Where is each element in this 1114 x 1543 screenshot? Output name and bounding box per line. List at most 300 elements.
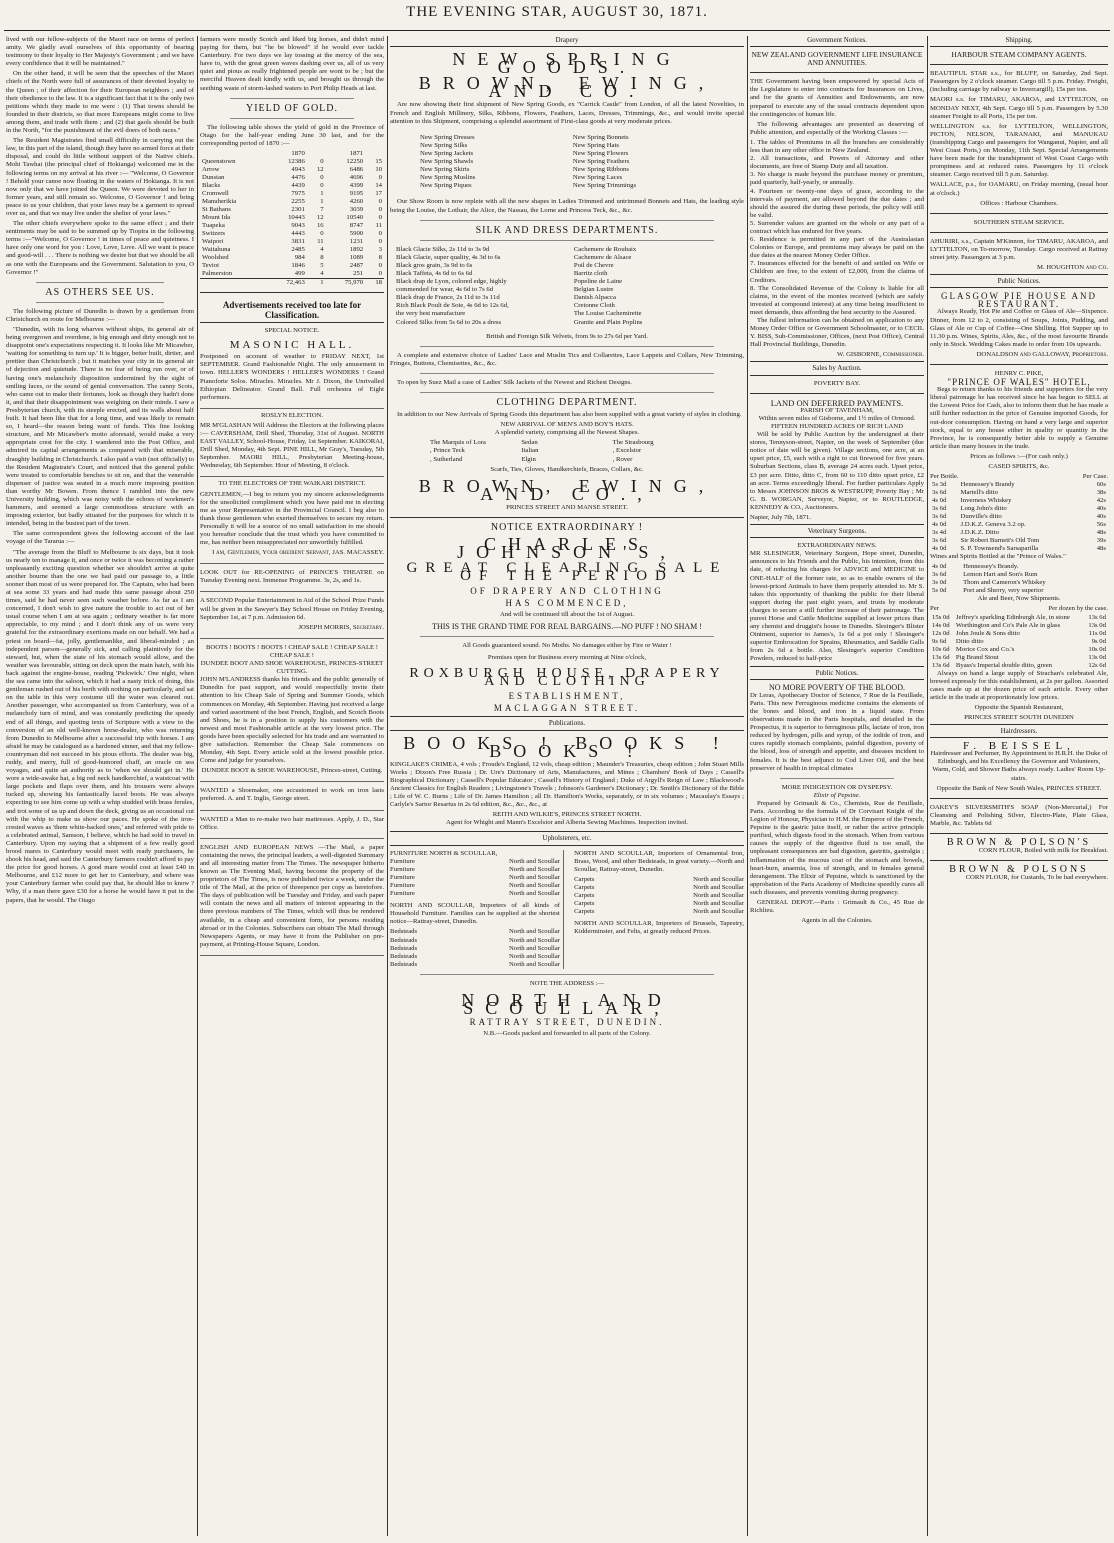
table-cell: 2301 [291,206,305,214]
divider [36,282,164,283]
article-paragraph: The following table shows the yield of gold in the Province of Otago for the half-year ending June 30 last, and for the corresponding period of 1870 :— [200,123,384,147]
table-header: 1871 [349,150,364,158]
list-right [573,134,714,191]
divider [930,798,1108,799]
table-cell: 38s [1096,489,1106,497]
section-label: Shipping. [930,36,1108,47]
table-cell: Palmerston [202,270,233,278]
ad-text: MR M'GLASHAN Will Address the Electors at the following places :— CAVERSHAM, Drill Shed, Thursday, 31st of August. NORTH EAST VALLEY, School-House, Friday, 1st September. KAIKORAI, Drill Shed, Monday, 4th Sept. PINE HILL, Mr Gray's, Tuesday, 5th September. MAORI HILL, Presbyterian Meeting-house, Wednesday, 6th September. Hour of Meeting, 8 o'clock. [200,421,384,470]
news-ad [200,842,384,956]
ad-text: Agent for Whight and Mann's Excelsior and Alberta Sewing Machines. Inspection invited. [446,819,688,827]
list-cell: Carpets [574,900,595,908]
divider [930,364,1108,365]
table-cell: J.D.K.Z. Geneva 3.2 op. [960,521,1026,529]
ad-text: A SECOND Popular Entertainment in Aid of the School Prize Funds will be given in the Sawyer's Bay School House on Friday Evening, September 1st, at 7 p.m. Admission 6d. [200,597,384,621]
table-cell: 0 [378,262,382,270]
ad-title: BOOTS ! BOOTS ! BOOTS ! CHEAP SALE ! CHEAP SALE ! CHEAP SALE ! [205,643,379,659]
ad-text: JOHN M'LANDRESS thanks his friends and the public generally of Dunedin for past support, and would respectfully invite their attention to his Cheap Sale of Spring and Summer Goods, which commences on Monday, 4th September. Having just received a large and varied assortment of the best French, English, and Scotch Boots and Shoes, he is in a position to supply his customers with the newest and most Fashionable article at the very lowest price. The goods have been specially selected for his trade and are warranted to give satisfaction. Remember the Cheap Sale commences on Monday, 4th Sept. Every article sold at the lowest possible price. Come and judge for yourselves. [200,676,384,765]
ad-subheading: ESTABLISHMENT, [508,691,626,702]
list-item [390,874,560,882]
department-heading: CLOTHING DEPARTMENT. [496,397,638,408]
list-item: 5. Surrender values are granted on the whole or any part of a contract which has endured for five years. [750,219,924,235]
table-cell: 0 [320,182,324,190]
table-cell: 4s 0d [932,545,947,553]
ad-address: PRINCES STREET SOUTH DUNEDIN [964,713,1074,721]
ad-title: HARBOUR STEAM COMPANY AGENTS. [951,50,1087,60]
notice-label: SPECIAL NOTICE. [264,327,320,335]
table-cell: 1 [320,279,324,287]
ad-text: Prices as follows :—(For cash only.) [970,452,1068,460]
hats-list [430,439,704,463]
list-cell: North and Scoullar [509,960,560,968]
list-item: The Louise Cachemirette [573,310,642,318]
wines-price-table [930,563,1108,595]
divider [420,974,714,975]
table-cell: 12 [316,166,324,174]
table-cell: 4s 0d [932,497,947,505]
list-cell: Carpets [574,875,595,883]
table-row [930,545,1108,553]
table-cell: 18 [375,279,382,287]
column-1 [6,36,194,1536]
silk-list [396,246,738,327]
table-cell: 1 [320,198,324,206]
spirits-price-table [930,481,1108,553]
table-cell: 10s 6d [932,645,950,653]
divider [930,833,1108,834]
table-row [930,481,1108,489]
list-item [390,858,560,866]
table-row [200,174,384,182]
list-cell: Furniture [390,865,415,873]
table-cell: 3s 6d [932,489,947,497]
list-item [390,945,560,953]
ad-headline: NO MORE POVERTY OF THE BLOOD. [769,682,905,692]
ad-headline: GREAT CLEARING SALE OF THE PERIOD [406,560,728,585]
table-row [930,614,1108,622]
table-row [200,166,384,174]
table-cell: 15s 0d [932,613,950,621]
table-row [200,214,384,222]
table-row [930,662,1108,670]
table-cell: 8747 [349,222,364,230]
ad-address: Opposite the Bank of New South Wales, PRINCES STREET. [936,784,1102,792]
table-cell: 48s [1096,545,1106,553]
list-item: , Prince Teck [430,447,465,455]
gold-yield-table [200,150,384,287]
table-cell: 11 [317,238,324,246]
list-cell: Furniture [390,873,415,881]
ad-text: Postponed on account of weather to FRIDAY NEXT, 1st SEPTEMBER. Grand Fashionable Night. The only amusement in town. HELLER'S WONDERS ! HELLER'S WONDERS ! Grand Pianoforte Solos. Miracles. Miracles. Mr J. Dixon, the Unrivalled Ethiopian Delineator. Grand Ball. Full orchestra of Eight performers. [200,353,384,401]
masthead: THE EVENING STAR, AUGUST 30, 1871. [406,4,708,20]
section-label: Drapery [390,36,744,47]
list-item: Sedan [521,439,538,447]
table-cell: 72,463 [286,279,305,287]
table-cell: Sir Robert Burnett's Old Tom [960,537,1040,545]
ad-text: CASED SPIRITS, &c. [988,463,1050,471]
ad-text: MAORI s.s. for TIMARU, AKAROA, and LYTTELTON, on MONDAY NEXT, 4th Sept. Cargo till 5 p.m. Passengers by 5.30 steamer Freight to all Ports, 15s per ton. [930,96,1108,120]
ad-text: KINGLAKE'S CRIMEA, 4 vols ; Froude's England, 12 vols, cheap edition ; Maunder's Treasuries, cheap edition ; John Stuart Mills Works ; Dixon's Free Russia ; Dr. Ure's Dictionary of Arts, Manufactures, and Mines ; Chambers' Book of Days ; Cassell's Biographical Dictionary ; Cassell's Popular Educator ; Cassell's History of England ; Duke of Argyll's Reign of Law ; Blackwood's Ancient Classics for English Readers ; Livingstone's Travels ; Johnson's Gardener's Dictionary ; Dr. Smith's Dictionary of the Bible ; Life of W. C. Burns ; Life of Dr. James Hamilton ; all Dr. Hamilton's Works, separately, or in six volumes ; Macaulay's Essays ; Carlyle's Sartor Resartus in 2s 6d edition, &c., &c., &c., at [390,760,744,809]
article-paragraph: "Dunedin, with its long wharves without ships, its general air of being overgrown and overdone, is big enough and dirty enough not to disappoint one's expectations respecting it. It looks like Mr Micawber, 'waiting for something to turn up.' It is bigger, better built, dirtier, and prettier than Christchurch ; but it matches your city in its general air of dejection and quietude. There is no fear of being run over, or of having one's melancholy disposition undermined by the sight of smiling faces, or the sound of genial conversation. The canny Scots, who came out to make their fortunes, look as though they hadn't done it, and that their disappointment was weighing on their minds. I saw a Presbyterian church, with its steeple erected, and its walls about half built. It had been like that for a long time, and was likely to remain so, I heard—the reason being want of funds. This fine looking structure, and Mr Micawber's motto aforesaid, would make a very appropriate crest for the city. I wandered into the Post Office, and admired its capital arrangements as compared with that miserable, draughty building in Christchurch. I also paid a visit (not officially) to the Resident Magistrate's Court, and noticed that the general public were treated to comfortable benches to sit on, and that the venerable dispenser of justice was seated in a much more imposing position than worthy Mr Bowen. From thence I rambled into the new University building, which was noisy with the echoes of workmen's hammers, and seemed a large commodious structure with an imposing exterior, but badly situated for the purposes for which it is intended, being in the busiest part of the town. [6,326,194,528]
table-cell: 1 [320,190,324,198]
list-item: Granite and Plain Poplins [573,318,643,326]
list-item: Cachemere de Roubaix [573,245,637,253]
list-item: , Excelsior [612,447,642,455]
ad-title: POVERTY BAY. [813,379,861,387]
table-cell: 8 [378,254,382,262]
table-cell: Blacks [202,182,221,190]
table-row [930,563,1108,571]
article-paragraph: The following picture of Dunedin is drawn by a gentleman from Christchurch en route for Melbourne :— [6,307,194,323]
table-cell: Thom and Cameron's Whiskey [963,579,1046,587]
ad-text: THIS IS THE GRAND TIME FOR REAL BARGAINS.—NO PUFF ! NO SHAM ! [432,621,702,631]
list-item: , Sutherland [430,455,463,463]
list-item: The Marquis of Lora [430,439,486,447]
table-cell: 39s [1096,537,1106,545]
list-item [574,876,744,884]
list-item: Popeline de Laine [573,278,623,286]
list-item: New Spring Flowers [572,149,629,157]
theatre-ad [200,567,384,592]
table-cell: Hennessey's Brandy. [963,563,1019,571]
ad-text: A complete and extensive choice of Ladies' Lace and Muslin Tics and Collarettes, Lace Lappets and Collars, New Trimming, Fringes, Buttons, Chemisettes, &c., &c. [390,351,744,367]
ales-price-table [930,614,1108,670]
list-cell: Bedsteads [390,960,418,968]
table-cell: 4260 [349,198,364,206]
column-2 [200,36,384,1536]
table-cell: 4443 [291,230,305,238]
column-header: Per dozen by the case. [1048,605,1108,613]
price-header [930,605,1108,613]
ad-text: British and Foreign Silk Velvets, from 9s to 27s 6d per Yard. [486,332,648,340]
table-cell: 0 [378,174,382,182]
list-item: New Spring Bonnets [572,133,629,141]
divider [930,232,1108,233]
table-cell: 12s 0d [932,629,950,637]
divider [36,302,164,303]
table-cell: 1231 [349,238,364,246]
table-cell: 40s [1096,513,1106,521]
table-cell: 3831 [291,238,305,246]
ad-text: GENTLEMEN,—I beg to return you my sincere acknowledgments for the unsolicited compliment which you have paid me in electing me as your Representative in the Provincial Council. I beg also to thank those gentlemen who exerted themselves to secure my return. Personally it will be a source of no small satisfaction to me should you hereafter conclude that the trust which you have committed to me, has neither been misappreciated nor unworthily fulfilled. [200,490,384,547]
list-item: Poil de Chevre [573,261,614,269]
table-cell: 0 [378,206,382,214]
table-cell: 12386 [288,158,305,166]
list-cell: North and Scoullar [509,873,560,881]
ad-text: CORN FLOUR, for Custards, To be had everywhere. [965,874,1108,882]
table-row [200,198,384,206]
list-item [390,866,560,874]
ad-text: ENGLISH AND EUROPEAN NEWS —The Mail, a paper containing the news, the principal leaders, a well-digested Summary and all interesting matter from The Times. The newspaper hitherto known as The Evening Mail, having become the property of the proprietors of The Times, is now published twice a week, under the title of The Mail, at the price of threepence per copy as heretofore. The days of publication will be Tuesday and Friday, and each paper will contain the news and all matters of interest appearing in the three previous numbers of The Times, which will thus be rendered available, in a cheap and convenient form, for persons residing abroad or in the Colonies. Subscribers can obtain The Mail through Newspapers Agents, or may have it from the Publisher on pre-payment, at Printing-House Square, London. [200,843,384,948]
ad-signature: DONALDSON and GALLOWAY, Proprietors. [976,350,1108,358]
table-cell: 42s [1096,497,1106,505]
divider [420,220,714,221]
table-cell: Hennessey's Brandy [960,481,1015,489]
table-cell: 13s 0d [1088,653,1106,661]
section-label: Public Notices. [750,666,924,680]
table-cell: 1846 [291,262,305,270]
spring-goods-list [420,134,714,191]
ad-text: Always Ready, Hot Pie and Coffee or Glass of Ale—Sixpence. Dinner, from 12 to 2, consisting of Soups, Joints, Pudding, and Glass of Ale or Cup of Coffee—One Shilling. Hot Supper up to 11.30 p.m. Wines, Spirits, Ales, &c., of the most favourite Brands only in Stock. Wedding Cakes made to order from 10s upwards. [930,308,1108,348]
ad-text: The following advantages are presented as deserving of Public attention, and especially of the Working Classes :— [750,120,924,136]
article-paragraph: farmers were mostly Scotch and liked big horses, and didn't mind paying for them, but "he be blowed" if he would ever tackle Canterbury. For two days we lay tossing at the mercy of the sea, have to, with the great green waves dashing over us, all of us very quiet and pious as really frightened people are wont to be ; but the merciful Heaven dealt kindly with us, and brought us through the seething waste of storm-lashed waters to Port Philip Heads at last. [200,36,384,92]
list-cell: Bedsteads [390,936,418,944]
list-item: New Spring Ribbons [572,166,629,174]
list-left [420,134,561,191]
masonic-ad [200,335,384,409]
list-item: Italian [521,447,539,455]
ad-text: To open by Suez Mail a case of Ladies' Silk Jackets of the Newest and Richest Designs. [397,378,632,386]
table-cell: 60s [1096,481,1106,489]
divider [930,860,1108,861]
ad-text: NORTH AND SCOULLAR, Importers of all kinds of Household Furniture. Families can be supplied at the shortest notice—Rattray-street, Dunedin. [390,902,560,926]
ad-headline: MORE INDIGESTION OR DYSPEPSY. [781,783,893,791]
table-cell: 16 [316,222,324,230]
ad-text: BEAUTIFUL STAR s.s., for BLUFF, on Saturday, 2nd Sept. Passengers by 2 o'clock steamer. Cargo till 5 p.m. Friday. Freight, (including carriage by railway to Invercargill), 15s per ton. [930,70,1108,94]
list-item [574,884,744,892]
list-item: Danish Alpacca [573,294,616,302]
table-cell: 6486 [349,166,364,174]
ad-headline: NEW SPRING GOODS. [452,49,682,78]
table-row [200,182,384,190]
table-cell: Woolshed [202,254,229,262]
ad-text: Always on hand a large supply of Strachan's celebrated Ale, brewed expressly for this establishment, at 2s per gallon. Assorted cases made up at the dozen price of each article. Every other article in the trade at proportionately low prices. [930,669,1108,701]
list-item [390,882,560,890]
table-cell: Waitahuna [202,246,231,254]
furniture-list [390,858,560,898]
table-cell: 13s 6d [1088,613,1106,621]
list-cell: Bedsteads [390,952,418,960]
table-row [930,579,1108,587]
table-cell: Queenstown [202,158,236,166]
list-cell: Carpets [574,892,595,900]
column-header: Per Bottle. [930,473,959,481]
table-cell: Dunville's ditto [960,513,1002,521]
table-cell: 5s 0d [932,587,947,595]
ad-signature: JOSEPH MORRIS, Secretary. [298,623,384,631]
ad-subheading: NEW ARRIVAL OF MEN'S AND BOY'S HATS. [500,421,634,429]
ad-text: MR SLESINGER, Veterinary Surgeon, Hope street, Dunedin, announces to his Friends and the Public, his intention, from this date, of reducing his charges for ADVICE and MEDICINE to ONE-HALF of the former rate, so as to enable owners of the lowest-priced Animals to have them properly attended to. Mr S. takes this opportunity of thanking the public for their liberal support during the past eight years, and trusts by moderate charges to secure a still further increase of their patronage. The purest Horse and Cattle Medicine supplied at lower prices than any chemist and druggist's house in Dunedin. Slesinger's Blister Ointment, superior to James's, 1s 6d a pot only ! Slesinger's superior Embrocation for Sprains, Rheumatics, and Saddle Galls from 2s 6d a bottle. Also, Slesinger's superior Condition Powders, reduced to half-price [750,550,924,663]
table-cell: Jeffrey's sparkling Edinburgh Ale, in stone [955,613,1070,621]
list-item: Belgian Lustre [573,286,614,294]
article-paragraph: "The average from the Bluff to Melbourne is six days, but it took us nearly ten to manage it, and once or twice it was becoming a rather unpleasantly exciting question whether we shouldn't arrive at quite another bourne than the one we had paid our passage to, a little sooner than most of us were prepared for. The Captain, who had been at sea some 33 years and had made this same passage about 250 times, said he had never seen such weather before. As far as I am concerned, I don't wish to give nature the trouble to act out of her usual course when I am at sea again ; ordinary weather is far more appreciable, to my mind ; and I don't think any of us were very grateful for the extraordinary exertions made on our behalf. We had a priest on board—fat, jolly, gentlemanlike, and liberal-minded ; an independent parson—generally sick, and calling plaintively for the steward, but, when the state of his stomach would allow, and the weather was favourable, sitting on deck upon the main hatch, with his back against the engine-house, reading 'Pickwick.' One night, when the sea came into the saloon, which it had a nasty trick of doing, this gentleman rushed out of his berth with nothing on particularly, and sat on the table in this very costume till the water was cleared out. Another passenger, who accompanied us from Canterbury, was of a melancholy turn of mind, and was constantly predicting the speedy end of all things, and quoting texts of Scripture with a view to the conversion of an old well-known horse-dealer, who was returning from Dunedin to Melbourne after a successful trip with horses. I am afraid he may be catalogued as a hardened sinner, and that my fellow-countryman did not succeed in his pious efforts. The dealer was big, ruddy, and merry, full of good-humored chaff, an oracle on sea voyages, and quite an authority as to 'when we should get in.' He wore a wide-awake hat, a big red neck handkerchief, a waistcoat with large pockets and flaps over them, and his trousers were always tucked up, showing his fantastically laced boots. He was always expecting to see him come up with a whip studded with brass ferules, and trot some of us up and down the deck, giving us an occasional cut with the whip to make us show our paces. He spoke of the iron-crested waves as 'them white-backed ones,' and referred with pride to a celebrated animal, Samson, I believe, which he had sold to travel in Canterbury. Upon my saying that a shipment of a few really good brood mares to Canterbury would meet with ready purchasers, he shook his head, and said the Canterbury farmers couldn't afford to pay the price for good horses. A good mare would cost at least £40 in Melbourne, and £12 more to get her to Canterbury, and where was your Canterbury farmer who could pay that, he should like to know ? Why, if a man there gave £30 for a horse he would have it put in the papers, that he would. The Otago [6,548,194,904]
table-cell: Manuherikia [202,198,237,206]
table-row [200,254,384,262]
list-cell: North and Scoullar [509,881,560,889]
ad-text: And will be continued till about the 1st of August. [499,610,635,618]
table-cell: Teviot [202,262,219,270]
table-cell: 0 [378,198,382,206]
ad-text: WALLACE, p.s., for OAMARU, on Friday morning, (usual hour at o'clock.) [930,181,1108,197]
section-label: Veterinary Surgeons. [750,524,924,538]
list-item [574,892,744,900]
ad-text: N.B.—Goods packed and forwarded to all parts of the Colony. [483,1030,651,1038]
ad-text: In addition to our New Arrivals of Spring Goods this department has also been supplied with a great variety of styles in clothing. [397,411,742,419]
ad-text: All Goods guaranteed sound. No Moths. No damages either by Fire or Water ! [462,641,672,649]
article-heading: YIELD OF GOLD. [245,102,339,114]
list-item [390,937,560,945]
article-paragraph: The other chiefs everywhere spoke to the same effect ; and their sentiments may be said to be summed up by Tiopira in the following terms :—"Welcome, O Governor ! in times of peace and quietness. I have only one word for you : Love, Love, Love. All we want is peace and good-will . . . There is nothing we desire but that we should be all as one with the Europeans and the Government. Salutation to you, O Governor !" [6,220,194,276]
section-label: Hairdressers. [930,724,1108,738]
ad-text: AHURIRI, s.s., Captain M'Kinnon, for TIMARU, AKAROA, and LYTTELTON, on To-morrow, Tuesday. Cargo received at Rattray street jetty. Passengers at 3 p.m. [930,237,1108,261]
ad-text: The fullest information can be obtained on application to any Money Order Office or Government Schoolmaster, or to CECIL Y. BISS, Sub-Commissioner, Offices, (next Post Office), Central Hall Provincial Buildings, Dunedin. [750,317,924,349]
article-paragraph: lived with our fellow-subjects of the Maori race on terms of perfect amity. We gladly avail ourselves of this opportunity of bearing testimony to their loyalty to Her Majesty's Government ; and we have every confidence that it will be maintained." [6,36,194,68]
table-cell: 1089 [349,254,364,262]
list-item: , Rover [612,455,633,463]
table-cell: Switzers [202,230,226,238]
list-item: Cretonne Cloth [573,302,615,310]
list-item: Elgin [521,455,536,463]
list-item: Colored Silks from 5s 6d to 20s a dress [396,318,502,326]
section-heading: Advertisements received too late for Classification. [200,298,384,323]
table-total-row [200,279,384,288]
notice-label: ROSLYN ELECTION. [260,411,324,419]
ad-text: Hairdresser and Perfumer, By Appointment to H.R.H. the Duke of Edinburgh, and his Excellency the Governor and Volunteers, Warm, Cold, and Shower Baths always ready. Ladies' Room Up-stairs. [930,750,1108,782]
furniture-left [390,850,564,969]
table-row [930,529,1108,537]
table-cell: 0 [378,238,382,246]
ad-headline: "PRINCE OF WALES" HOTEL, [947,377,1091,388]
ad-text: A splendid variety, comprising all the Newest Shapes. [494,429,640,437]
table-cell: Pig Brand Stout [955,653,999,661]
table-cell: 10443 [288,214,305,222]
table-row [200,262,384,270]
table-row [200,206,384,214]
list-cell: Bedsteads [390,928,418,936]
divider [780,778,894,779]
table-cell: 75,970 [344,279,364,287]
table-cell: 15 [375,158,382,166]
list-cell: Carpets [574,883,595,891]
table-cell: 2255 [291,198,305,206]
divider [390,517,744,518]
ad-text: Will be sold by Public Auction by the undersigned at their stores, Tennyson-street, Napier, on the week of September (due notice of date will be given). Village sections, one acre, at an upset price, £5, each with a right to cut firewood for five years. Suburban Sections, class B, average 24 acres each. Upset price, £3 per acre. Ditto, ditto C, from 60 to 110 ditto upset price, £2 an acre. Terms exceedingly liberal. For further particulars Apply to Messrs JOHNSON BROS & WESTRUPP, Poverty Bay ; Mr G. B. WORGAN, Surveyor, Napier, or to ROUTLEDGE, KENNEDY & CO., Auctioneers. [750,431,924,511]
column-rule [197,36,198,1536]
ad-headline: CHARLES JOHNSON'S, [457,534,677,563]
table-cell: Lemon Hart and Son's Rum [963,571,1038,579]
list-cell: North and Scoullar [509,952,560,960]
table-cell: 2485 [291,246,305,254]
list-cell: North and Scoullar [693,875,744,883]
table-cell: Port and Sherry, very superior [963,587,1044,595]
list-cell: North and Scoullar [693,892,744,900]
boots-ad [200,642,384,783]
list-item: New Spring Skirts [420,166,470,174]
article-paragraph: On the other hand, it will be seen that the speeches of the Maori chiefs of the North were full of assurances of their devoted loyalty to the Queen ; of their affection for their European neighbors ; and of their obedience to the law. It is a significant fact that it is the only two petitions which they made to me were : (1) That towns should be founded in their districts, so that more Europeans might come to live among them, and trade with them ; and (2) that gaols should be built in the North, "for the punishment of the evil doers of both races." [6,70,194,135]
ad-headline: NORTH AND SCOULLAR, [461,989,673,1019]
table-row [930,537,1108,545]
list-item: New Spring Piques [420,182,472,190]
list-item: Barritz cloth [573,269,608,277]
divider [750,72,924,73]
divider [930,213,1108,214]
table-cell: 10 [375,166,382,174]
list-item: The Strasbourg [612,439,654,447]
list-cell: North and Scoullar [509,857,560,865]
table-cell: 4 [320,246,324,254]
table-cell: 10s 0d [1088,645,1106,653]
table-cell: 4399 [349,182,364,190]
table-row [930,622,1108,630]
table-cell: 11 [375,222,382,230]
column-3 [390,36,744,1536]
carpets-list [574,876,744,916]
table-cell: 3 [378,246,382,254]
list-item: Black drap de Lyon, colored edge, highly [396,278,507,286]
table-cell: S. P. Townsend's Sarsaparilla [960,545,1039,553]
ad-address: PRINCES STREET AND MANSE STREET. [506,503,628,511]
table-cell: 5 [320,262,324,270]
list-cell: North and Scoullar [509,944,560,952]
ad-text: Dr Leras, Apothecary Doctor of Science, 7 Rue de la Feuillade, Paris. This new Ferruginous medicine contains the elements of the bones and blood, and iron in a liquid state. From observations made in the Paris hospitals, and detailed in the Prospectus, it is superior to ferruginous pills, lactate of iron, iron reduced by hydrogen, pills and syrup, of the iodide of iron, and cures rapidly stomach complaints, painful digestion, poverty of the blood, loss of strength and appetite, and diseases incident to females. It is the best adjunct to Cod Liver Oil, and the best preserver of health in tropical climates [750,691,924,772]
list-cell: North and Scoullar [693,900,744,908]
ad-subtitle: DUNDEE BOOT AND SHOE WAREHOUSE, PRINCES-STREET CUTTING. [200,660,384,676]
list-item: 1. The tables of Premiums in all the branches are considerably less than in any other office in New Zealand. [750,138,924,155]
table-cell: 48s [1096,529,1106,537]
table-cell: 4 [320,270,324,278]
table-cell: John Joule & Sons ditto [955,629,1020,637]
ad-text: Our Show Room is now replete with all the new shapes in Ladies Trimmed and untrimmed Bonnets and Hats, the leading style being the Louise, the Lothair, the Alice, the Nassau, the Lorne and Princess Teck, &c., &c. [390,198,744,214]
ad-headline: F. BEISSEL, [963,740,1075,753]
ad-headline: BROWN, EWING, AND CO. [418,73,716,102]
column-rule [747,36,748,1536]
list-item: Cachemere de Alsace [573,253,632,261]
table-cell: Cromwell [202,190,229,198]
table-cell: Dunstan [202,174,225,182]
table-cell: 13s 6d [932,653,950,661]
ad-text: Premises open for Business every morning at Nine o'clock, [487,653,647,661]
table-cell: Tuapeka [202,222,225,230]
table-cell: 3039 [349,206,364,214]
ad-text: NORTH AND SCOULLAR, Importers of Ornamental Iron, Brass, Wood, and other Bedsteads, in great variety.—North and Scoullar, Rattray-street, Dunedin. [574,849,744,873]
list-item: New Spring Feathers [572,158,630,166]
entertainment-ad [200,595,384,638]
table-cell: St Bathans [202,206,231,214]
table-cell: Ditto ditto [955,637,984,645]
list-cell: North and Scoullar [509,928,560,936]
list-right [574,246,738,327]
column-rule [387,36,388,1536]
section-label: Government Notices. [750,36,924,47]
ad-text: THE Government having been empowered by special Acts of the Legislature to enter into contracts for Insurances on Lives, and for the grants of Annuities and Endowments, are now prepared to execute any of the usual contracts dependent upon the contingencies of human life. [750,78,924,118]
table-cell: 499 [294,270,305,278]
list-item: Black Glacie Silks, 2s 11d to 3s 9d [396,245,490,253]
ad-text: Ale and Beer, Now Shipments. [977,595,1061,603]
column-header: Per Case. [1082,473,1108,481]
ad-title: FURNITURE NORTH & SCOULLAR, [390,849,498,857]
ad-text: NORTH AND SCOULLAR, Importers of Brussels, Tapestry, Kidderminster, and Felts, at greatly reduced Prices. [574,920,744,936]
wanted-ad [200,785,384,810]
divider [930,64,1108,65]
table-cell: 12 [316,214,324,222]
table-cell: 11s 0d [1088,629,1106,637]
election-ad [200,420,384,478]
ad-subheading: Elixir of Pepsine. [813,791,861,799]
column-header: Per [930,605,939,613]
table-cell: 3s 6d [932,571,947,579]
ad-text: LOOK OUT for RE-OPENING of PRINCE'S THEATRE on Tuesday Evening next. Immense Programme. 3s, 2s, and 1s. [200,569,384,585]
ad-title: NEW ZEALAND GOVERNMENT LIFE INSURANCE AND ANNUITIES. [751,50,923,68]
ad-title: MASONIC HALL. [229,339,355,352]
column-5 [930,36,1108,1536]
ad-headline: GLASGOW PIE HOUSE AND RESTAURANT. [940,291,1098,310]
ad-subheading: PARISH OF TAVENHAM, [800,406,874,414]
table-cell: 5900 [349,230,364,238]
ad-title: EXTRAORDINARY NEWS. [797,542,877,550]
table-cell: 0 [320,174,324,182]
table-cell: 9s 0d [1091,637,1106,645]
section-label: Sales by Auction. [750,361,924,375]
